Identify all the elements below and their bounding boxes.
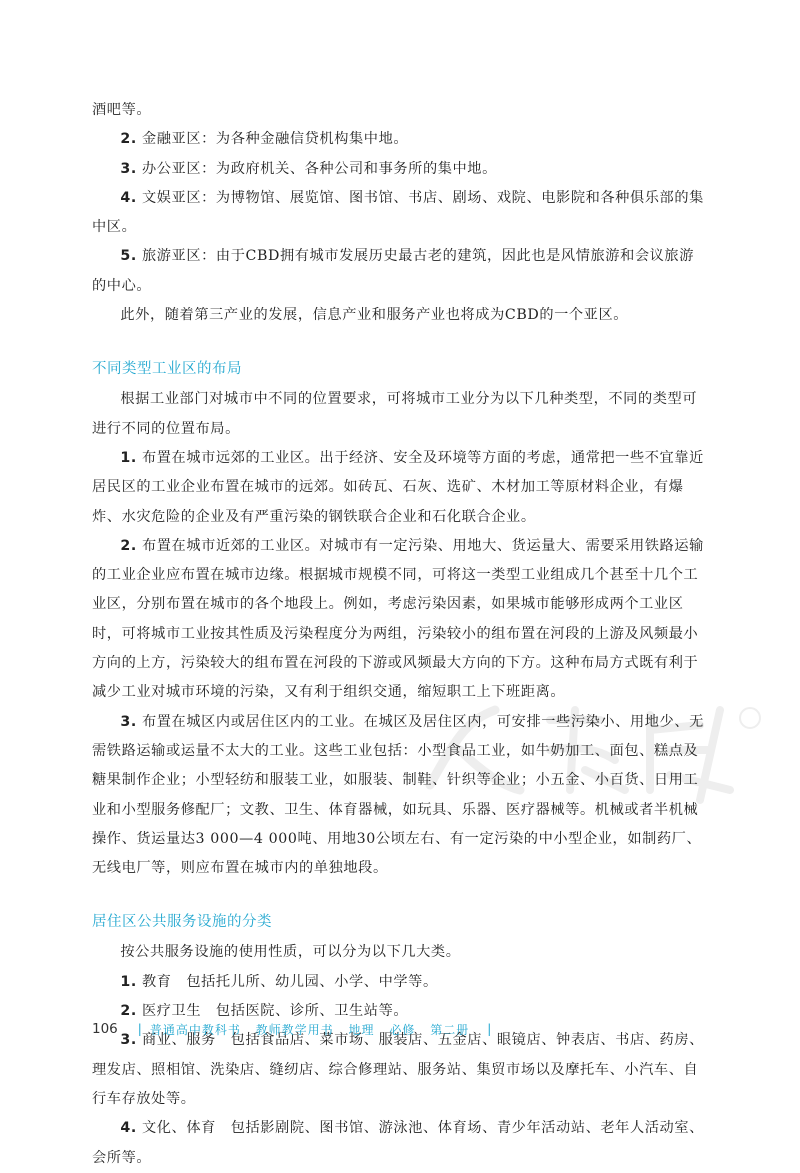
item-text: 文化、体育 包括影剧院、图书馆、游泳池、体育场、青少年活动站、老年人活动室、会所等。	[92, 1120, 704, 1166]
series-part: 普通高中教科书	[149, 1022, 241, 1037]
item-number: 2.	[120, 537, 137, 554]
list-item-near-suburb	[92, 532, 706, 708]
item-text: 金融亚区：为各种金融信贷机构集中地。	[141, 131, 409, 148]
item-number: 3.	[120, 160, 137, 177]
paragraph-industry-lead: 根据工业部门对城市中不同的位置要求，可将城市工业分为以下几种类型，不同的类型可进行不同的位置布局。	[92, 391, 698, 437]
paragraph-closing: 此外，随着第三产业的发展，信息产业和服务产业也将成为CBD的一个亚区。	[120, 307, 629, 324]
list-item-urban-area	[92, 708, 706, 884]
item-text: 文娱亚区：为博物馆、展览馆、图书馆、书店、剧场、戏院、电影院和各种俱乐部的集中区。	[92, 189, 704, 236]
list-item-tourism	[92, 242, 706, 301]
item-number: 2.	[120, 1003, 137, 1020]
item-text: 旅游亚区：由于CBD拥有城市发展历史最古老的建筑，因此也是风情旅游和会议旅游的中心。	[92, 248, 695, 294]
item-text: 布置在城市远郊的工业区。出于经济、安全及环境等方面的考虑，通常把一些不宜靠近居民区的工业企业布置在城市的远郊。如砖瓦、石灰、选矿、木材加工等原材料企业，有爆炸、水灾危险的企业及有严重污染的钢铁联合企业和石化联合企业。	[92, 449, 704, 525]
item-text: 布置在城区内或居住区内的工业。在城区及居住区内，可安排一些污染小、用地少、无需铁路运输或运量不太大的工业。这些工业包括：小型食品工业，如牛奶加工、面包、糕点及糖果制作企业；小型轻纺和服装工业，如服装、制鞋、针织等企业；小五金、小百货、日用工业和小型服务修配厂；文教、卫生、体育器械，如玩具、乐器、医疗器械等。机械或者半机械操作、货运量达3 000—4 000吨、用地30公顷左右、有一定污染的中小型企业，如制药厂、无线电厂等，则应布置在城市内的单独地段。	[92, 713, 704, 877]
list-item-finance	[92, 125, 706, 154]
item-number: 1.	[120, 973, 137, 990]
book-series	[150, 1021, 479, 1038]
series-part: 地理	[348, 1022, 375, 1037]
paragraph-public-lead: 按公共服务设施的使用性质，可以分为以下几大类。	[120, 944, 461, 961]
item-number: 5.	[120, 248, 137, 265]
list-item-outer-suburb	[92, 444, 706, 532]
list-item-culture-sports	[92, 1114, 706, 1173]
footer-separator: |	[137, 1022, 142, 1036]
item-text: 商业、服务 包括食品店、菜市场、服装店、五金店、眼镜店、钟表店、书店、药房、理发店、照相馆、洗染店、缝纫店、综合修理站、服务站、集贸市场以及摩托车、小汽车、自行车存放处等。	[92, 1032, 704, 1107]
item-text: 医疗卫生 包括医院、诊所、卫生站等。	[141, 1003, 409, 1020]
series-part: 第二册	[430, 1022, 470, 1037]
item-text: 布置在城市近郊的工业区。对城市有一定污染、用地大、货运量大、需要采用铁路运输的工业企业应布置在城市边缘。根据城市规模不同，可将这一类型工业组成几个甚至十几个工业区，分别布置在城市的各个地段上。例如，考虑污染因素，如果城市能够形成两个工业区时，可将城市工业按其性质及污染程度分为两组，污染较小的组布置在河段的上游及风频最小方向的上方，污染较大的组布置在河段的下游或风频最大方向的下方。这种布局方式既有利于减少工业对城市环境的污染，又有利于组织交通，缩短职工上下班距离。	[92, 537, 704, 701]
footer-end-separator: |	[487, 1022, 492, 1036]
list-item-office	[92, 155, 706, 184]
page-number: 106	[92, 1021, 118, 1037]
section-heading-public-services: 居住区公共服务设施的分类	[92, 914, 272, 931]
item-text: 办公亚区：为政府机关、各种公司和事务所的集中地。	[141, 160, 497, 177]
item-number: 4.	[120, 1120, 137, 1137]
item-number: 2.	[120, 131, 137, 148]
series-part: 必修	[389, 1022, 416, 1037]
item-number: 4.	[120, 189, 137, 206]
section-heading-industry: 不同类型工业区的布局	[92, 361, 242, 378]
item-number: 3.	[120, 713, 137, 730]
item-number: 1.	[120, 449, 137, 466]
item-number: 3.	[120, 1032, 137, 1049]
series-part: 教师教学用书	[255, 1022, 334, 1037]
item-text: 教育 包括托儿所、幼儿园、小学、中学等。	[141, 973, 438, 990]
body-text	[92, 96, 706, 1173]
list-item-education	[92, 968, 706, 997]
paragraph-intro-tail: 酒吧等。	[92, 102, 152, 118]
list-item-entertainment	[92, 184, 706, 243]
page-footer	[92, 1017, 499, 1041]
